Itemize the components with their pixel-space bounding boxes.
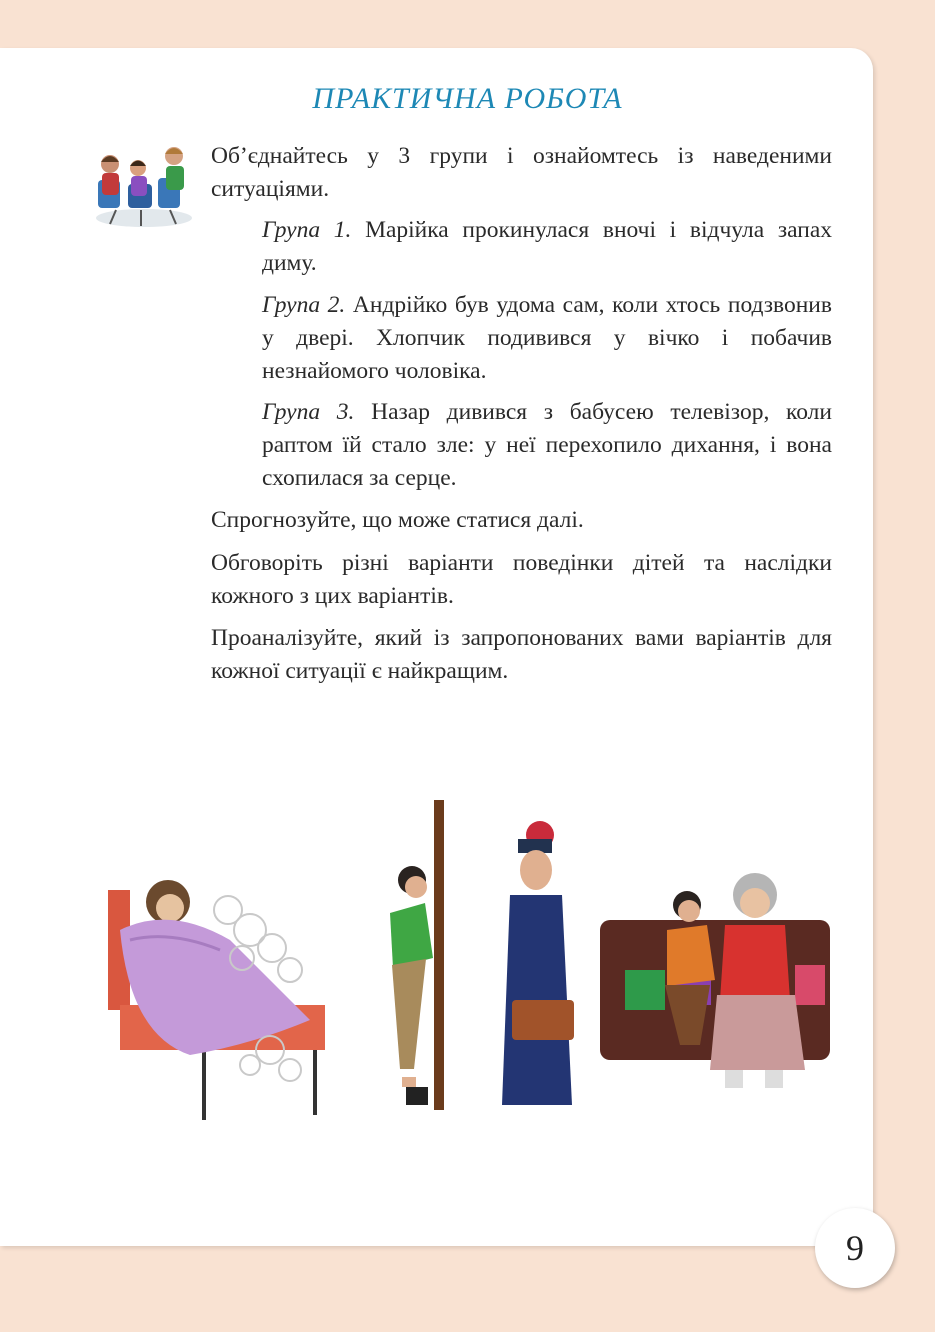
group-1-description: Марійка прокинулася вночі і відчула запах диму. <box>262 217 832 276</box>
intro-text: Об’єднайтесь у 3 групи і ознайомтесь із наведеними ситуаціями. <box>211 143 832 202</box>
task-2-text: Обговоріть різні варіанти поведінки дітей та наслідки кожного з цих варіантів. <box>211 550 832 609</box>
group-1-label: Група 1. <box>262 217 352 243</box>
group-3-text <box>262 396 832 495</box>
group-2-text <box>262 289 832 388</box>
group-2-label: Група 2. <box>262 292 346 318</box>
page-number: 9 <box>815 1208 895 1288</box>
group-1-text <box>262 214 832 280</box>
task-1-text: Спрогнозуйте, що може статися далі. <box>211 507 584 533</box>
boy-and-grandmother-sofa-illustration <box>595 855 835 1100</box>
task-3-text: Проаналізуйте, який із запропонованих вами варіантів для кожної ситуації є найкращим. <box>211 625 832 684</box>
boy-at-door-peephole-illustration <box>350 795 590 1120</box>
group-3-label: Група 3. <box>262 399 355 425</box>
page-title: ПРАКТИЧНА РОБОТА <box>312 82 623 115</box>
girl-in-bed-smoke-illustration <box>100 870 330 1125</box>
group-3-description: Назар дивився з бабусею телевізор, коли раптом їй стало зле: у неї перехопило дихання, і вона схопилася за серце. <box>262 399 832 491</box>
group-work-icon <box>86 140 201 232</box>
group-2-description: Андрійко був удома сам, коли хтось подзвонив у двері. Хлопчик подивився у вічко і побачив незнайомого чоловіка. <box>262 292 832 384</box>
